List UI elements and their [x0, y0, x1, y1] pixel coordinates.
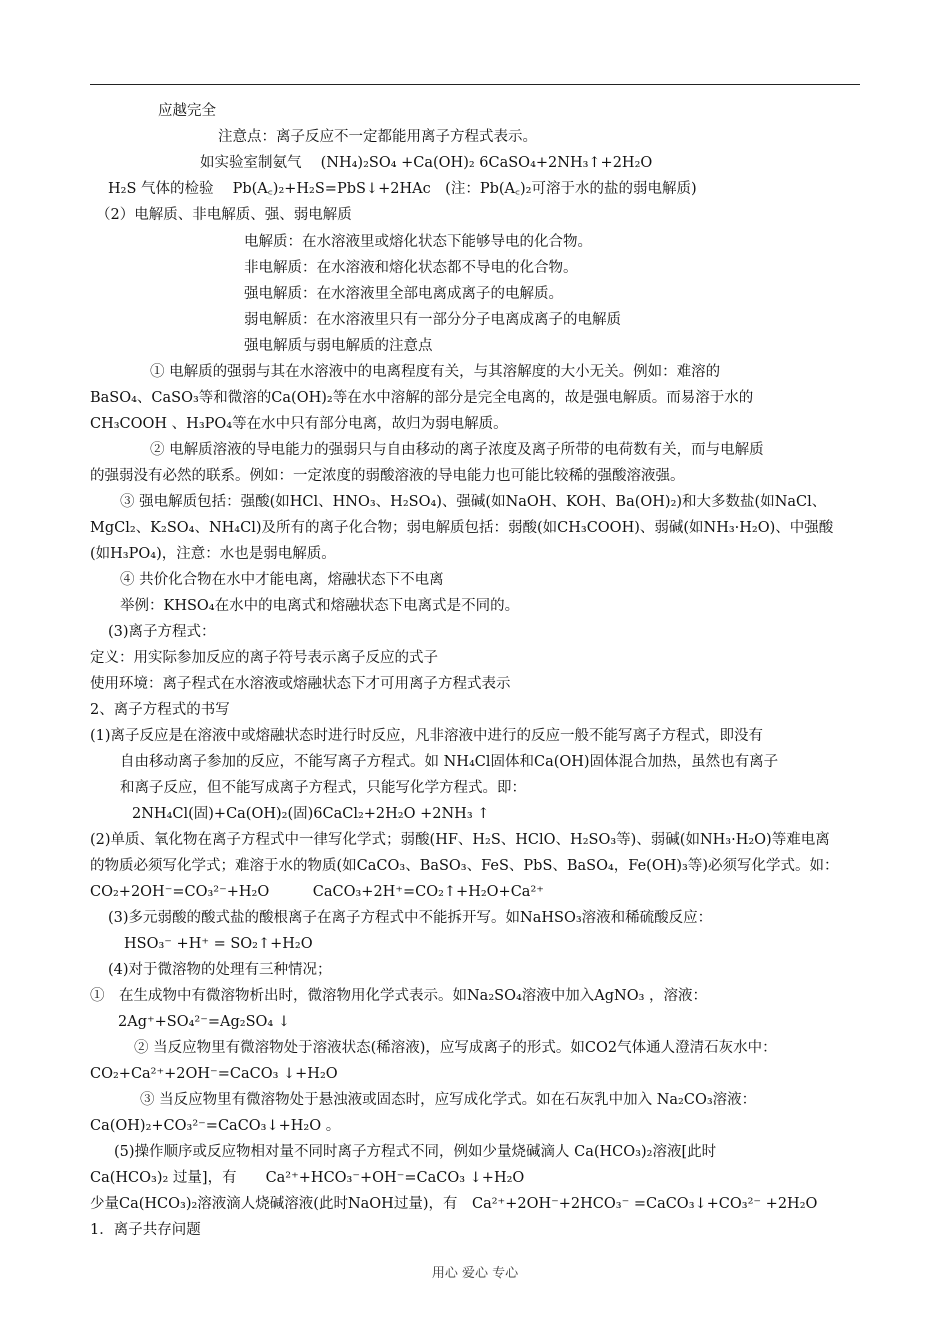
definition-line: 弱电解质：在水溶液里只有一部分分子电离成离子的电解质	[244, 312, 621, 328]
text-line: 应越完全	[158, 103, 216, 119]
text-line: 定义：用实际参加反应的离子符号表示离子反应的式子	[90, 650, 438, 666]
definition-line: 非电解质：在水溶液和熔化状态都不导电的化合物。	[244, 260, 578, 276]
equation-line: Ca(OH)₂+CO₃²⁻=CaCO₃↓+H₂O 。	[90, 1118, 341, 1134]
equation-line: 2NH₄Cl(固)+Ca(OH)₂(固)6CaCl₂+2H₂O +2NH₃ ↑	[132, 806, 490, 822]
text-line: 的强弱没有必然的联系。例如：一定浓度的弱酸溶液的导电能力也可能比较稀的强酸溶液强。	[90, 468, 685, 484]
text-line: BaSO₄、CaSO₃等和微溶的Ca(OH)₂等在水中溶解的部分是完全电离的，故是强电解质。而易溶于水的	[90, 390, 754, 406]
text-line: ③ 强电解质包括：强酸(如HCl、HNO₃、H₂SO₄)、强碱(如NaOH、KOH、Ba(OH)₂)和大多数盐(如NaCl、	[120, 494, 827, 510]
definition-line: 强电解质与弱电解质的注意点	[244, 338, 433, 354]
text-line: ② 电解质溶液的导电能力的强弱只与自由移动的离子浓度及离子所带的电荷数有关，而与电解质	[150, 442, 764, 458]
text-line: 自由移动离子参加的反应，不能写离子方程式。如 NH₄Cl固体和Ca(OH)固体混合加热，虽然也有离子	[120, 754, 779, 770]
equation-line: CO₂+Ca²⁺+2OH⁻=CaCO₃ ↓+H₂O	[90, 1066, 338, 1082]
text-line: (2)单质、氧化物在离子方程式中一律写化学式；弱酸(HF、H₂S、HClO、H₂SO₃等)、弱碱(如NH₃·H₂O)等难电离	[90, 832, 830, 848]
equation-line: HSO₃⁻ +H⁺ = SO₂↑+H₂O	[124, 936, 313, 952]
text-line: 的物质必须写化学式；难溶于水的物质(如CaCO₃、BaSO₃、FeS、PbS、BaSO₄，Fe(OH)₃等)必须写化学式。如：	[90, 858, 839, 874]
section-heading: （2）电解质、非电解质、强、弱电解质	[96, 207, 352, 223]
text-line: (5)操作顺序或反应物相对量不同时离子方程式不同，例如少量烧碱滴人 Ca(HCO₃)₂溶液[此时	[114, 1144, 717, 1160]
page-footer: 用心 爱心 专心	[431, 1266, 519, 1281]
text-line: 如实验室制氨气 (NH₄)₂SO₄ +Ca(OH)₂ 6CaSO₄+2NH₃↑+2H₂O	[200, 155, 653, 171]
text-line: ③ 当反应物里有微溶物处于悬浊液或固态时，应写成化学式。如在石灰乳中加入 Na₂CO₃溶液：	[140, 1092, 757, 1108]
header-rule	[90, 84, 860, 85]
text-line: (如H₃PO₄)，注意：水也是弱电解质。	[90, 546, 336, 562]
text-line: ② 当反应物里有微溶物处于溶液状态(稀溶液)，应写成离子的形式。如CO2气体通人澄清石灰水中：	[134, 1040, 777, 1056]
text-line: (4)对于微溶物的处理有三种情况；	[108, 962, 332, 978]
text-line: ① 在生成物中有微溶物析出时，微溶物用化学式表示。如Na₂SO₄溶液中加入AgNO₃ ，溶液：	[90, 988, 708, 1004]
section-heading: 1．离子共存问题	[90, 1222, 201, 1238]
text-line: 少量Ca(HCO₃)₂溶液滴人烧碱溶液(此时NaOH过量)，有 Ca²⁺+2OH⁻+2HCO₃⁻ =CaCO₃↓+CO₃²⁻ +2H₂O	[90, 1196, 818, 1212]
section-heading: 2、离子方程式的书写	[90, 702, 230, 718]
text-line: ④ 共价化合物在水中才能电离，熔融状态下不电离	[120, 572, 444, 588]
text-line: CH₃COOH 、H₃PO₄等在水中只有部分电离，故归为弱电解质。	[90, 416, 508, 432]
definition-line: 强电解质：在水溶液里全部电离成离子的电解质。	[244, 286, 563, 302]
text-line: Ca(HCO₃)₂ 过量]，有 Ca²⁺+HCO₃⁻+OH⁻=CaCO₃ ↓+H₂O	[90, 1170, 525, 1186]
text-line: 和离子反应，但不能写成离子方程式，只能写化学方程式。即：	[120, 780, 526, 796]
text-line: H₂S 气体的检验 Pb(A꜀)₂+H₂S=PbS↓+2HAc (注：Pb(A꜀)₂可溶于水的盐的弱电解质)	[108, 181, 697, 197]
text-line: 举例：KHSO₄在水中的电离式和熔融状态下电离式是不同的。	[120, 598, 520, 614]
equation-line: CO₂+2OH⁻=CO₃²⁻+H₂O CaCO₃+2H⁺=CO₂↑+H₂O+Ca²⁺	[90, 884, 544, 900]
text-line: 注意点：离子反应不一定都能用离子方程式表示。	[218, 129, 537, 145]
section-heading: (3)离子方程式：	[108, 624, 216, 640]
equation-line: 2Ag⁺+SO₄²⁻=Ag₂SO₄ ↓	[118, 1014, 290, 1030]
text-line: ① 电解质的强弱与其在水溶液中的电离程度有关，与其溶解度的大小无关。例如：难溶的	[150, 364, 721, 380]
text-line: (1)离子反应是在溶液中或熔融状态时进行时反应，凡非溶液中进行的反应一般不能写离子方程式，即没有	[90, 728, 764, 744]
definition-line: 电解质：在水溶液里或熔化状态下能够导电的化合物。	[244, 234, 592, 250]
text-line: MgCl₂、K₂SO₄、NH₄Cl)及所有的离子化合物；弱电解质包括：弱酸(如CH₃COOH)、弱碱(如NH₃·H₂O)、中强酸	[90, 520, 834, 536]
text-line: 使用环境：离子程式在水溶液或熔融状态下才可用离子方程式表示	[90, 676, 511, 692]
text-line: (3)多元弱酸的酸式盐的酸根离子在离子方程式中不能拆开写。如NaHSO₃溶液和稀硫酸反应：	[108, 910, 713, 926]
